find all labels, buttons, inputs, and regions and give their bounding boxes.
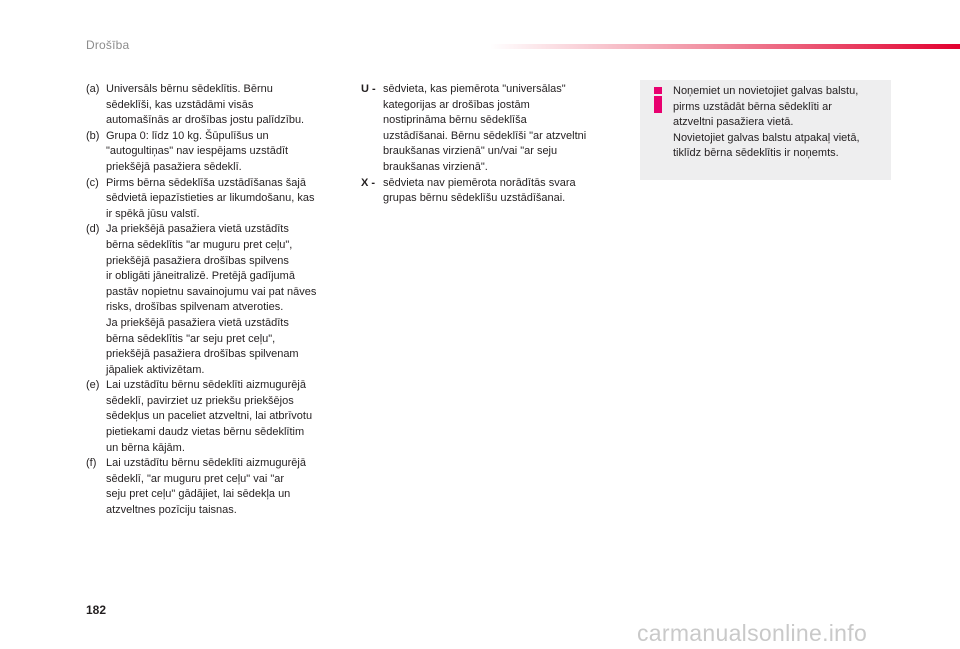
header-accent-bar bbox=[490, 44, 960, 49]
definition-text: sēdvieta, kas piemērota "universālas" kategorijas ar drošības jostām nostiprināma bērnu sēdeklīša uzstādīšanai. Bērnu sēdeklīši "ar atzveltni braukšanas virzienā" un/vai "ar seju braukšanas virzienā". bbox=[383, 83, 587, 173]
definition-item bbox=[361, 176, 621, 207]
watermark: carmanualsonline.info bbox=[637, 620, 868, 646]
definition-text: sēdvieta nav piemērota norādītās svara grupas bērnu sēdeklīšu uzstādīšanai. bbox=[383, 176, 576, 205]
list-item bbox=[86, 456, 346, 518]
section-title: Drošība bbox=[86, 38, 130, 52]
footnote-text: Lai uzstādītu bērnu sēdeklīti aizmugurējā sēdeklī, "ar muguru pret ceļu" vai "ar seju pret ceļu" gādājiet, lai sēdekļa un atzveltnes pozīciju taisnas. bbox=[106, 457, 306, 517]
info-icon bbox=[650, 86, 666, 114]
info-note-box bbox=[640, 80, 891, 180]
list-item bbox=[86, 176, 346, 223]
footnote-text: Universāls bērnu sēdeklītis. Bērnu sēdeklīši, kas uzstādāmi visās automašīnās ar drošības jostu palīdzību. bbox=[106, 83, 305, 127]
footnote-text: Ja priekšējā pasažiera vietā uzstādīts bērna sēdeklītis "ar muguru pret ceļu", priekšējā pasažiera drošības spilvens ir obligāti jāneitralizē. Pretējā gadījumā pastāv nopietnu savainojumu vai pat nāves risks, drošības spilvenam atveroties. Ja priekšējā pasažiera vietā uzstādīts bērna sēdeklītis "ar seju pret ceļu", priekšējā pasažiera drošības spilvenam jāpaliek aktivizētam. bbox=[106, 223, 317, 376]
footnote-text: Pirms bērna sēdeklīša uzstādīšanas šajā sēdvietā iepazīstieties ar likumdošanu, kas ir spēkā jūsu valstī. bbox=[106, 176, 315, 220]
list-item bbox=[86, 222, 346, 378]
list-item bbox=[86, 378, 346, 456]
footnote-label: (c) bbox=[86, 176, 99, 189]
definition-item bbox=[361, 82, 621, 176]
footnote-text: Grupa 0: līdz 10 kg. Šūpulīšus un "autogultiņas" nav iespējams uzstādīt priekšējā pasažiera sēdeklī. bbox=[106, 129, 289, 173]
footnote-label: (b) bbox=[86, 129, 100, 142]
list-item bbox=[86, 129, 346, 176]
footnote-label: (d) bbox=[86, 223, 100, 236]
info-note-text: Noņemiet un novietojiet galvas balstu, pirms uzstādāt bērna sēdeklīti ar atzveltni pasažiera vietā. Novietojiet galvas balstu atpakaļ vietā, tiklīdz bērna sēdeklītis ir noņemts. bbox=[673, 85, 860, 160]
footnote-text: Lai uzstādītu bērnu sēdeklīti aizmugurējā sēdeklī, pavirziet uz priekšu priekšējos sēdekļus un paceliet atzveltni, lai atbrīvotu pietiekami daudz vietas bērnu sēdeklītim un bērna kājām. bbox=[106, 379, 313, 454]
legend-definitions bbox=[361, 82, 621, 207]
footnote-label: (e) bbox=[86, 379, 100, 392]
definition-key: X - bbox=[361, 176, 376, 189]
list-item bbox=[86, 82, 346, 129]
footnote-label: (f) bbox=[86, 457, 97, 470]
page-number: 182 bbox=[86, 603, 107, 617]
footnote-list bbox=[86, 82, 346, 519]
footnote-label: (a) bbox=[86, 83, 100, 95]
definition-key: U - bbox=[361, 83, 376, 95]
